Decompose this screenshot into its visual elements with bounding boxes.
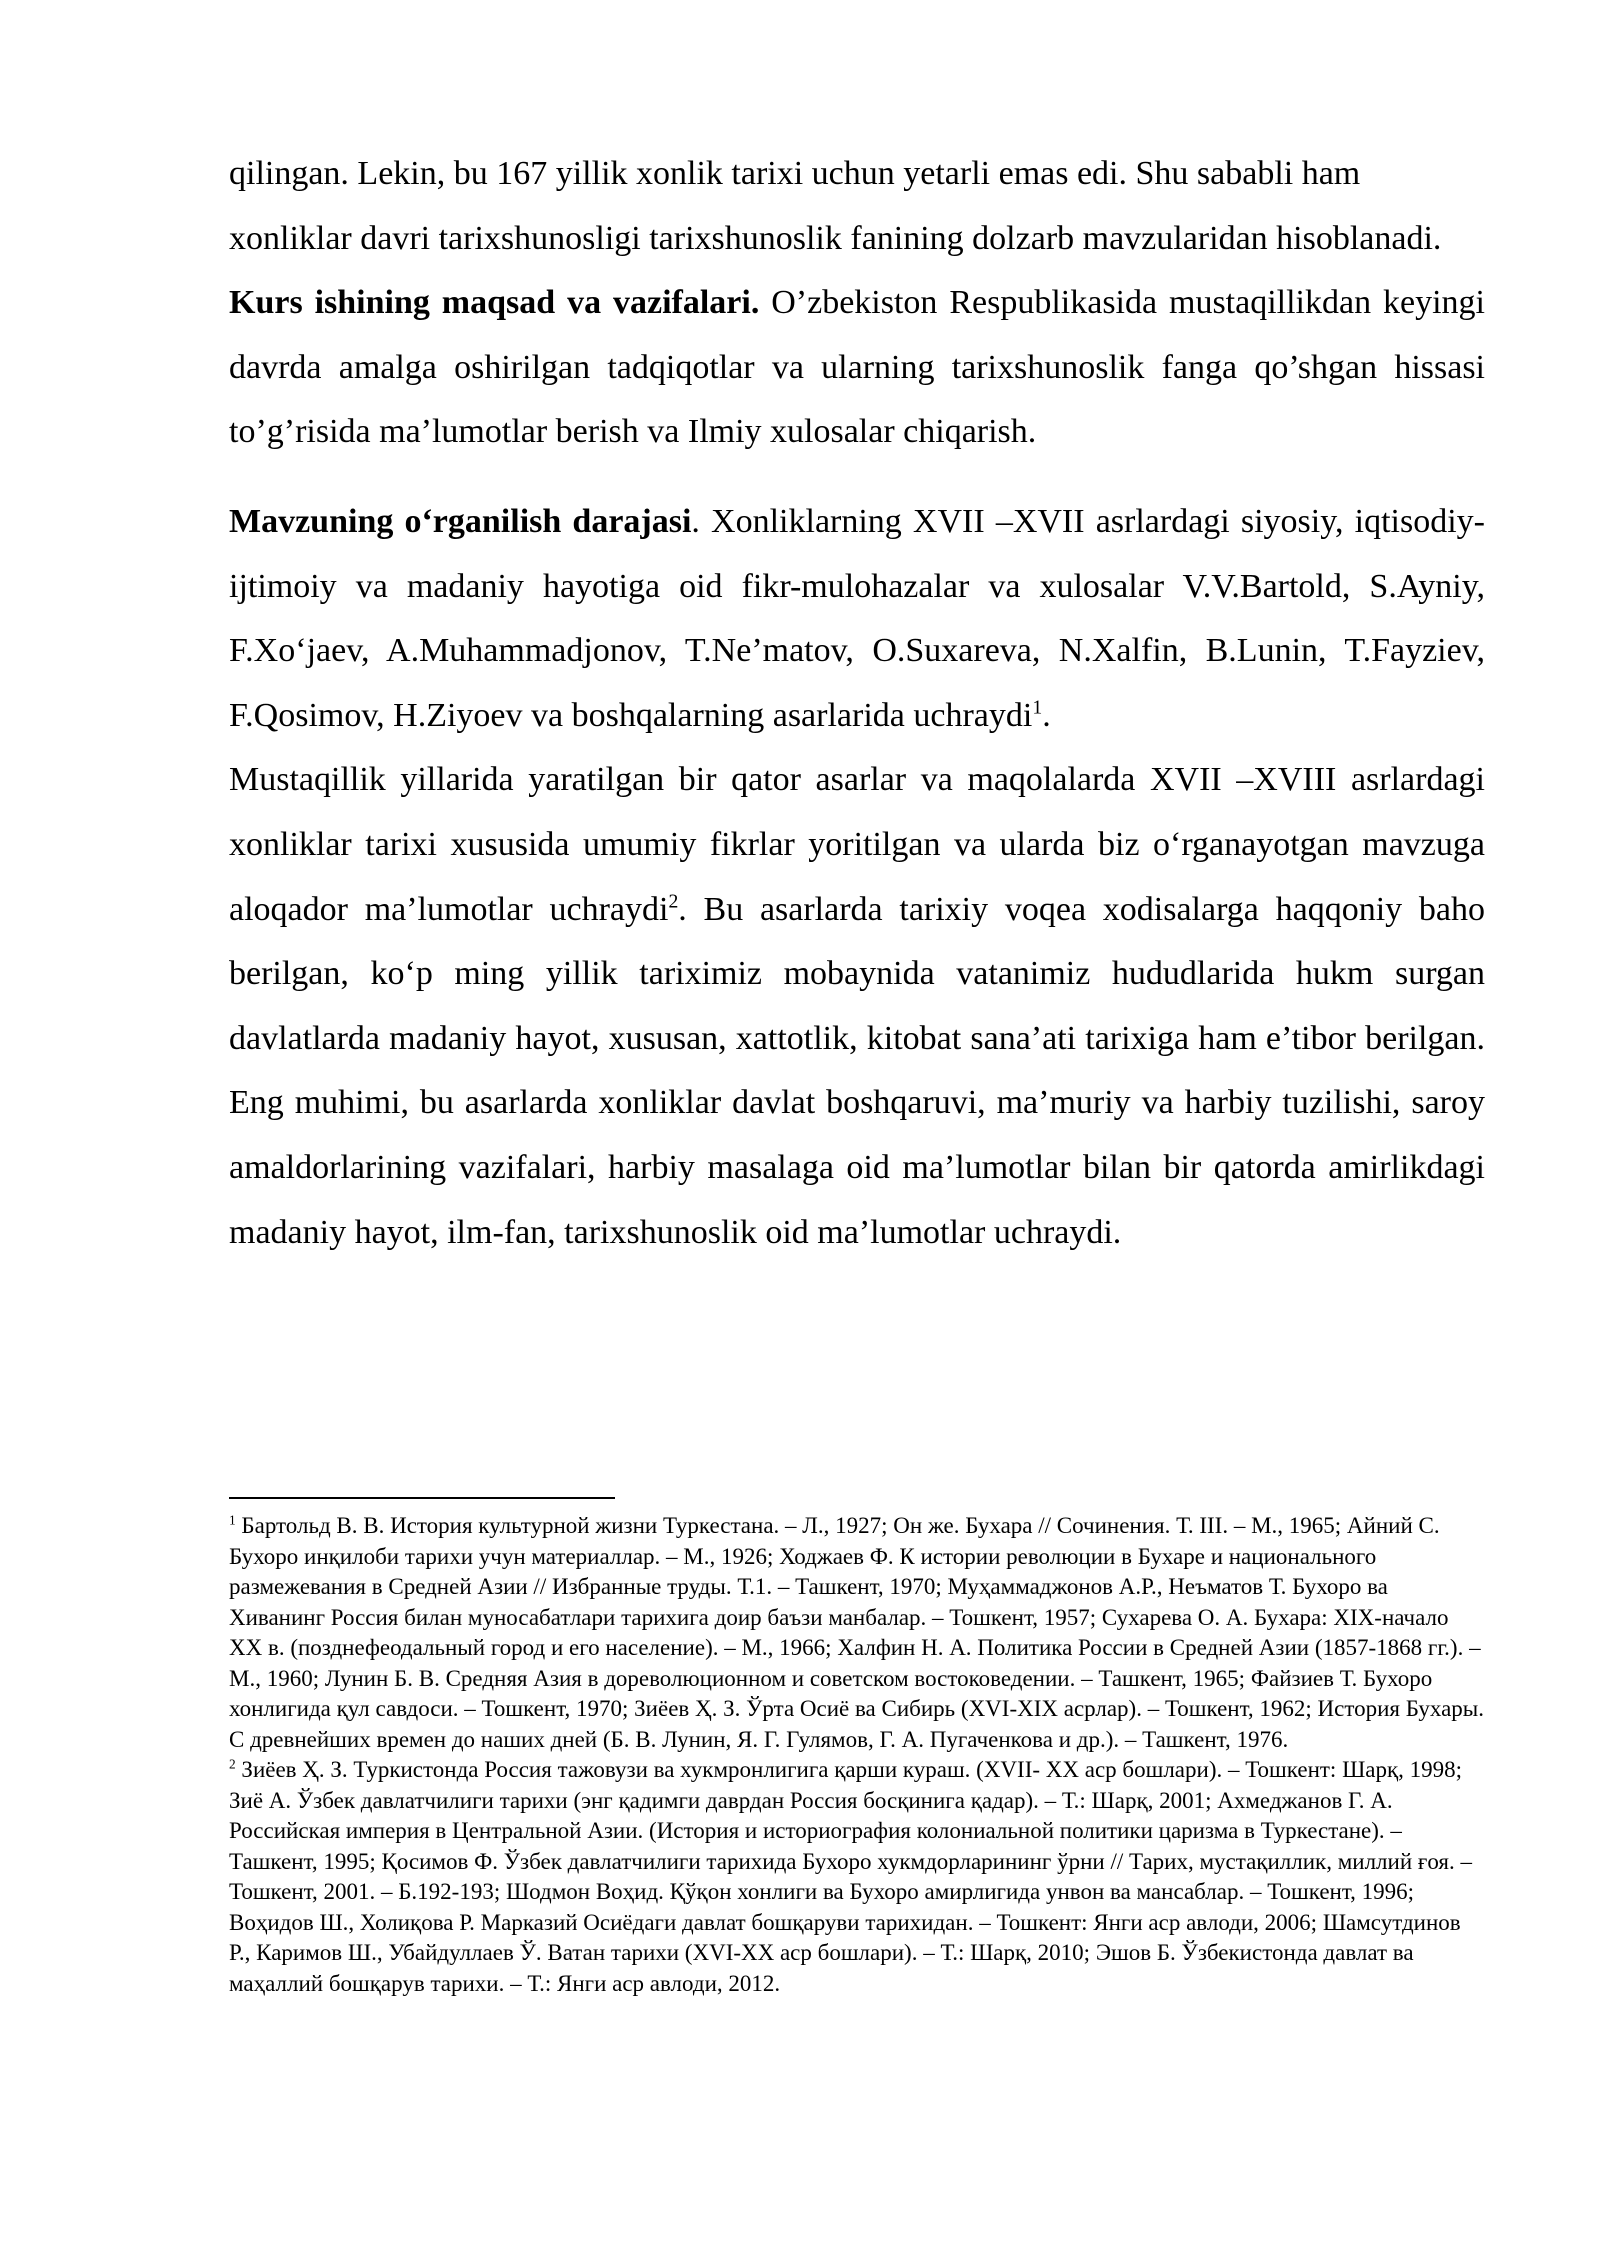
paragraph-3 (229, 490, 1485, 748)
paragraph-4 (229, 748, 1485, 1265)
paragraph-2 (229, 271, 1485, 465)
footnote-1-text: Бартольд В. В. История культурной жизни Туркестана. – Л., 1927; Он же. Бухара // Сочинения. Т. III. – М., 1965; Айний С. Бухоро инқилоби тарихи учун материаллар. – М., 1926; Ходжаев Ф. К истории революции в Бухаре и национального размежевания в Средней Азии // Избранные труды. Т.1. – Ташкент, 1970; Муҳаммаджонов А.Р., Неъматов Т. Бухоро ва Хиванинг Россия билан муносабатлари тарихига доир баъзи манбалар. – Тошкент, 1957; Сухарева О. А. Бухара: XIX-начало XX в. (позднефеодальный город и его население). – М., 1966; Халфин Н. А. Политика России в Средней Азии (1857-1868 гг.). – М., 1960; Лунин Б. В. Средняя Азия в дореволюционном и советском востоковедении. – Ташкент, 1965; Файзиев Т. Бухоро хонлигида қул савдоси. – Тошкент, 1970; Зиёев Ҳ. З. Ўрта Осиё ва Сибирь (XVI-XIX асрлар). – Тошкент, 1962; История Бухары. С древнейших времен до наших дней (Б. В. Лунин, Я. Г. Гулямов, Г. А. Пугаченкова и др.). – Ташкент, 1976. (229, 1513, 1485, 1752)
footnote-ref-2[interactable]: 2 (668, 890, 679, 913)
section-heading-goals: Kurs ishining maqsad va vazifalari. (229, 284, 760, 322)
paragraph-3-text: . Xonliklarning XVII –XVII asrlardagi siyosiy, iqtisodiy-ijtimoiy va madaniy hayotiga oid fikr-mulohazalar va xulosalar V.V.Bartold, S.Ayniy, F.Xoʻjaev, A.Muhammadjonov, T.Ne’matov, O.Suxareva, N.Xalfin, B.Lunin, T.Fayziev, F.Qosimov, H.Ziyoev va boshqalarning asarlarida uchraydi (229, 502, 1485, 734)
body-text (229, 142, 1485, 1265)
footnote-ref-1[interactable]: 1 (1032, 696, 1043, 719)
footnote-2-number: 2 (229, 1756, 236, 1772)
footnote-2 (229, 1755, 1485, 1999)
footnote-1 (229, 1511, 1485, 1755)
paragraph-2-text: O’zbekiston Respublikasida mustaqillikdan keyingi davrda amalga oshirilgan tadqiqotlar va ularning tarixshunoslik fanga qo’shgan hissasi to’g’risida ma’lumotlar berish va Ilmiy xulosalar chiqarish. (229, 284, 1485, 451)
paragraph-3-end: . (1042, 696, 1051, 734)
paragraph-4-text-a: Mustaqillik yillarida yaratilgan bir qator asarlar va maqolalarda XVII –XVIII asrlardagi xonliklar tarixi xususida umumiy fikrlar yoritilgan va ularda biz oʻrganayotgan mavzuga aloqador ma’lumotlar uchraydi (229, 761, 1485, 928)
paragraph-1 (229, 142, 1485, 271)
footnotes (229, 1511, 1485, 1999)
footnote-2-text: Зиёев Ҳ. З. Туркистонда Россия тажовузи ва хукмронлигига қарши кураш. (XVII- XX аср бошлари). – Тошкент: Шарқ, 1998; Зиё А. Ўзбек давлатчилиги тарихи (энг қадимги даврдан Россия босқинига қадар). – Т.: Шарқ, 2001; Ахмеджанов Г. А. Российская империя в Центральной Азии. (История и историография колониальной политики царизма в Туркестане). – Ташкент, 1995; Қосимов Ф. Ўзбек давлатчилиги тарихида Бухоро хукмдорларининг ўрни // Тарих, мустақиллик, миллий ғоя. – Тошкент, 2001. – Б.192-193; Шодмон Воҳид. Қўқон хонлиги ва Бухоро амирлигида унвон ва мансаблар. – Тошкент, 1996; Воҳидов Ш., Холиқова Р. Марказий Осиёдаги давлат бошқаруви тарихидан. – Тошкент: Янги аср авлоди, 2006; Шамсутдинов Р., Каримов Ш., Убайдуллаев Ў. Ватан тарихи (XVI-XX аср бошлари). – Т.: Шарқ, 2010; Эшов Б. Ўзбекистонда давлат ва маҳаллий бошқарув тарихи. – Т.: Янги аср авлоди, 2012. (229, 1757, 1472, 1996)
section-heading-study-level: Mavzuning oʻrganilish darajasi (229, 502, 692, 540)
paragraph-1-text: qilingan. Lekin, bu 167 yillik xonlik tarixi uchun yetarli emas edi. Shu sababli ham xonliklar davri tarixshunosligi tarixshunoslik fanining dolzarb mavzularidan hisoblanadi. (229, 155, 1442, 257)
footnote-1-number: 1 (229, 1512, 236, 1528)
footnote-separator (229, 1497, 615, 1499)
paragraph-4-text-b: . Bu asarlarda tarixiy voqea xodisalarga haqqoniy baho berilgan, koʻp ming yillik tariximiz mobaynida vatanimiz hududlarida hukm surgan davlatlarda madaniy hayot, xususan, xattotlik, kitobat sana’ati tarixiga ham e’tibor berilgan. Eng muhimi, bu asarlarda xonliklar davlat boshqaruvi, ma’muriy va harbiy tuzilishi, saroy amaldorlarining vazifalari, harbiy masalaga oid ma’lumotlar bilan bir qatorda amirlikdagi madaniy hayot, ilm-fan, tarixshunoslik oid ma’lumotlar uchraydi. (229, 890, 1485, 1251)
